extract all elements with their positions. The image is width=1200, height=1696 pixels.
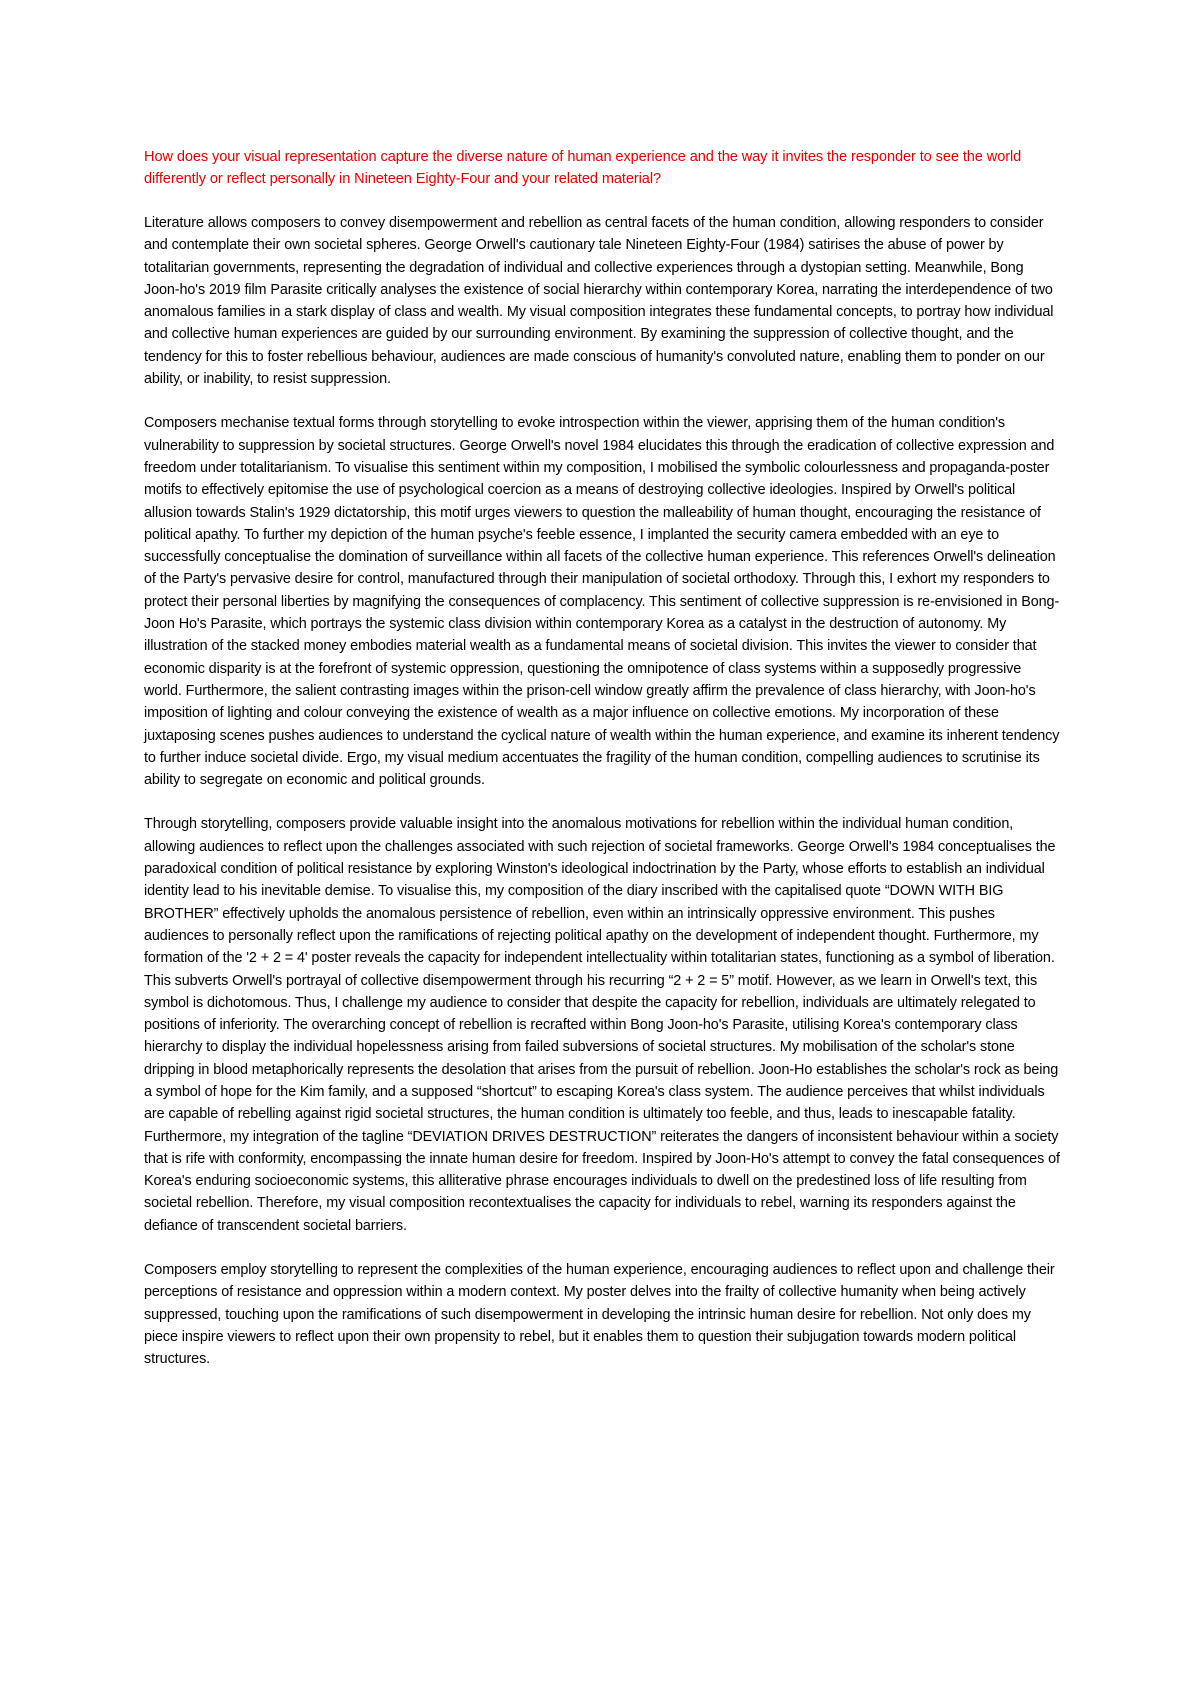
- paragraph-introduction: Literature allows composers to convey disempowerment and rebellion as central facets of the human condition, allowing responders to consider and contemplate their own societal spheres. George Orwell's cautionary tale Nineteen Eighty-Four (1984) satirises the abuse of power by totalitarian governments, representing the degradation of individual and collective experiences through a dystopian setting. Meanwhile, Bong Joon-ho's 2019 film Parasite critically analyses the existence of social hierarchy within contemporary Korea, narrating the interdependence of two anomalous families in a stark display of class and wealth. My visual composition integrates these fundamental concepts, to portray how individual and collective human experiences are guided by our surrounding environment. By examining the suppression of collective thought, and the tendency for this to foster rebellious behaviour, audiences are made conscious of humanity's convoluted nature, enabling them to ponder on our ability, or inability, to resist suppression.: [144, 215, 1054, 388]
- essay-question: How does your visual representation capture the diverse nature of human experience and the way it invites the responder to see the world differently or reflect personally in Nineteen Eighty-Four and your related material?: [144, 149, 1022, 187]
- document-page: [144, 146, 1060, 1393]
- paragraph-body-1: Composers mechanise textual forms through storytelling to evoke introspection within the viewer, apprising them of the human condition's vulnerability to suppression by societal structures. George Orwell's novel 1984 elucidates this through the eradication of collective expression and freedom under totalitarianism. To visualise this sentiment within my composition, I mobilised the symbolic colourlessness and propaganda-poster motifs to effectively epitomise the use of psychological coercion as a means of destroying collective ideologies. Inspired by Orwell's political allusion towards Stalin's 1929 dictatorship, this motif urges viewers to question the malleability of human thought, encouraging the resistance of political apathy. To further my depiction of the human psyche's feeble essence, I implanted the security camera embedded with an eye to successfully conceptualise the domination of surveillance within all facets of the collective human experience. This references Orwell's delineation of the Party's pervasive desire for control, manufactured through their manipulation of societal orthodoxy. Through this, I exhort my responders to protect their personal liberties by magnifying the consequences of complacency. This sentiment of collective suppression is re-envisioned in Bong-Joon Ho's Parasite, which portrays the systemic class division within contemporary Korea as a catalyst in the destruction of autonomy. My illustration of the stacked money embodies material wealth as a fundamental means of societal division. This invites the viewer to consider that economic disparity is at the forefront of systemic oppression, questioning the omnipotence of class systems within a supposedly progressive world. Furthermore, the salient contrasting images within the prison-cell window greatly affirm the prevalence of class hierarchy, with Joon-ho's imposition of lighting and colour conveying the existence of wealth as a major influence on collective emotions. My incorporation of these juxtaposing scenes pushes audiences to understand the cyclical nature of wealth within the human experience, and examine its inherent tendency to further induce societal divide. Ergo, my visual medium accentuates the fragility of the human condition, compelling audiences to scrutinise its ability to segregate on economic and political grounds.: [144, 415, 1060, 789]
- paragraph-conclusion: Composers employ storytelling to represent the complexities of the human experience, encouraging audiences to reflect upon and challenge their perceptions of resistance and oppression within a modern context. My poster delves into the frailty of collective humanity when being actively suppressed, touching upon the ramifications of such disempowerment in developing the intrinsic human desire for rebellion. Not only does my piece inspire viewers to reflect upon their own propensity to rebel, but it enables them to question their subjugation towards modern political structures.: [144, 1262, 1055, 1368]
- paragraph-body-2: Through storytelling, composers provide valuable insight into the anomalous motivations for rebellion within the individual human condition, allowing audiences to reflect upon the challenges associated with such rejection of societal frameworks. George Orwell's 1984 conceptualises the paradoxical condition of political resistance by exploring Winston's ideological indoctrination by the Party, whose efforts to establish an individual identity lead to his inevitable demise. To visualise this, my composition of the diary inscribed with the capitalised quote “DOWN WITH BIG BROTHER” effectively upholds the anomalous persistence of rebellion, even within an intrinsically oppressive environment. This pushes audiences to personally reflect upon the ramifications of rejecting political apathy on the development of independent thought. Furthermore, my formation of the '2 + 2 = 4' poster reveals the capacity for independent intellectuality within totalitarian states, functioning as a symbol of liberation. This subverts Orwell's portrayal of collective disempowerment through his recurring “2 + 2 = 5” motif. However, as we learn in Orwell's text, this symbol is dichotomous. Thus, I challenge my audience to consider that despite the capacity for rebellion, individuals are ultimately relegated to positions of inferiority. The overarching concept of rebellion is recrafted within Bong Joon-ho's Parasite, utilising Korea's contemporary class hierarchy to display the individual hopelessness arising from failed subversions of societal structures. My mobilisation of the scholar's stone dripping in blood metaphorically represents the desolation that arises from the pursuit of rebellion. Joon-Ho establishes the scholar's rock as being a symbol of hope for the Kim family, and a supposed “shortcut” to escaping Korea's class system. The audience perceives that whilst individuals are capable of rebelling against rigid societal structures, the human condition is ultimately too feeble, and thus, leads to inescapable fatality. Furthermore, my integration of the tagline “DEVIATION DRIVES DESTRUCTION” reiterates the dangers of inconsistent behaviour within a society that is rife with conformity, encompassing the innate human desire for freedom. Inspired by Joon-Ho's attempt to convey the fatal consequences of Korea's enduring socioeconomic systems, this alliterative phrase encourages individuals to dwell on the predestined loss of life resulting from societal rebellion. Therefore, my visual composition recontextualises the capacity for individuals to rebel, warning its responders against the defiance of transcendent societal barriers.: [144, 816, 1060, 1234]
